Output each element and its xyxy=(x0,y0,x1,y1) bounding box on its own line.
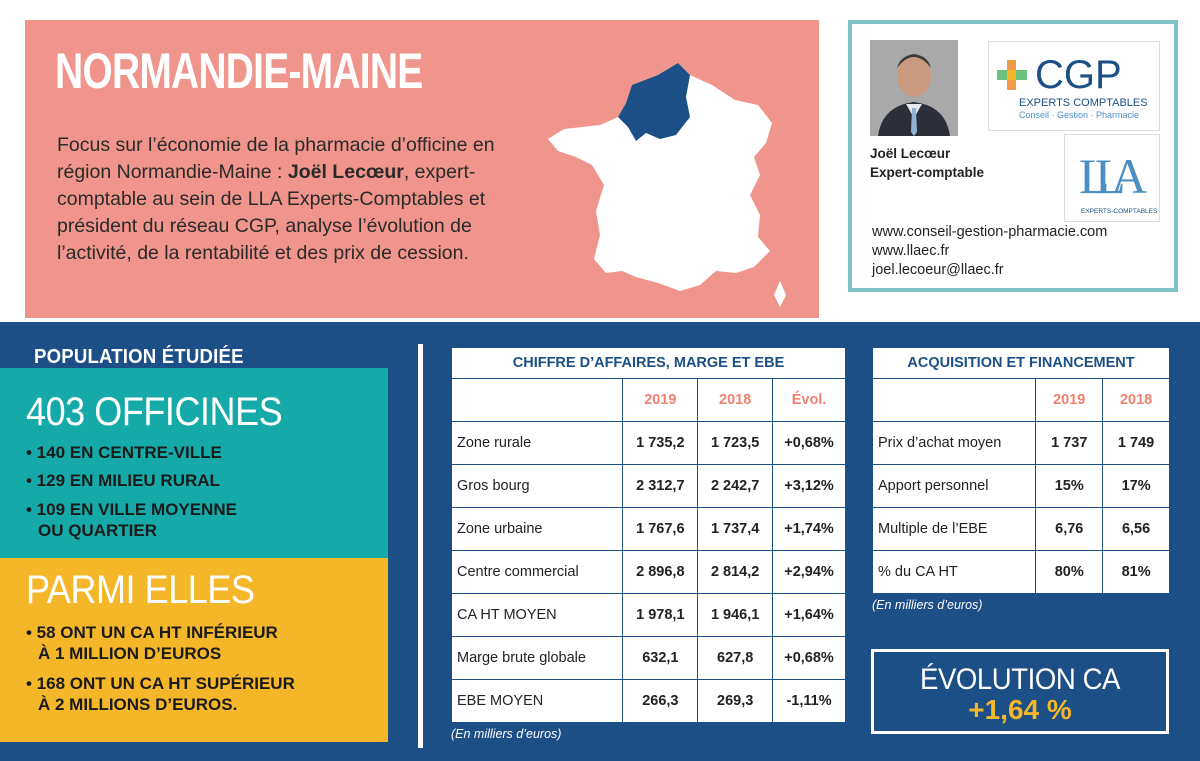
contact-links xyxy=(872,223,1107,280)
table-ca-header: Évol. xyxy=(773,379,846,422)
intro-part2: , expert-comptable au sein de LLA Experts-Comptables et président du réseau CGP, analyse l’évolution de l’activité, de la rentabilité et des prix de cession. xyxy=(57,161,486,264)
among-item: • 58 ONT UN CA HT INFÉRIEUR xyxy=(26,623,278,642)
table-cell: +1,64% xyxy=(773,594,846,637)
intro-name: Joël Lecœur xyxy=(287,161,404,183)
table-cell: Zone urbaine xyxy=(452,508,623,551)
person-photo xyxy=(870,40,958,136)
among-title: PARMI ELLES xyxy=(26,568,255,612)
population-total: 403 OFFICINES xyxy=(26,390,283,434)
intro-part1: Focus sur l’économie de la pharmacie d’officine en région Normandie-Maine : xyxy=(57,134,495,183)
table-ca-header: 2019 xyxy=(623,379,698,422)
person-name: Joël Lecœur xyxy=(870,146,951,161)
among-item: • 168 ONT UN CA HT SUPÉRIEUR xyxy=(26,674,295,693)
population-item: • 140 EN CENTRE-VILLE xyxy=(26,443,222,462)
lla-logo-text: LLA xyxy=(1079,148,1147,204)
table-ca-marge-ebe xyxy=(451,347,846,723)
evolution-value: +1,64 % xyxy=(968,694,1072,725)
table-cell: 1 737 xyxy=(1036,422,1103,465)
link-website-cgp[interactable]: www.conseil-gestion-pharmacie.com xyxy=(872,224,1108,240)
table-row xyxy=(873,422,1170,465)
table-row xyxy=(873,551,1170,594)
link-website-lla[interactable]: www.llaec.fr xyxy=(872,243,950,259)
table-row xyxy=(452,508,846,551)
table-cell: Multiple de l’EBE xyxy=(873,508,1036,551)
among-item: À 1 MILLION D’EUROS xyxy=(38,644,222,663)
cgp-logo xyxy=(988,41,1160,131)
person-info xyxy=(870,144,984,182)
table-cell: 2 312,7 xyxy=(623,465,698,508)
table-cell: 2 242,7 xyxy=(698,465,773,508)
table-cell: 269,3 xyxy=(698,680,773,723)
table-cell: 2 896,8 xyxy=(623,551,698,594)
table-cell: 15% xyxy=(1036,465,1103,508)
table-row xyxy=(452,680,846,723)
table-acq-note: (En milliers d’euros) xyxy=(872,598,983,612)
table-cell: 6,76 xyxy=(1036,508,1103,551)
france-map-icon xyxy=(540,45,790,315)
table-cell: Marge brute globale xyxy=(452,637,623,680)
table-cell: 627,8 xyxy=(698,637,773,680)
table-cell: EBE MOYEN xyxy=(452,680,623,723)
table-row xyxy=(452,551,846,594)
portrait-icon xyxy=(870,40,958,136)
table-ca-note: (En milliers d’euros) xyxy=(451,727,562,741)
table-row xyxy=(452,594,846,637)
table-cell: -1,11% xyxy=(773,680,846,723)
table-cell: 632,1 xyxy=(623,637,698,680)
table-acq-header: 2019 xyxy=(1036,379,1103,422)
table-row xyxy=(873,508,1170,551)
table-row xyxy=(452,637,846,680)
evolution-label: ÉVOLUTION CA xyxy=(920,663,1120,696)
cgp-sub2: Conseil · Gestion · Pharmacie xyxy=(1019,110,1140,120)
table-cell: 1 749 xyxy=(1103,422,1170,465)
person-role: Expert-comptable xyxy=(870,165,985,180)
population-item: OU QUARTIER xyxy=(38,521,157,540)
table-acq-title: ACQUISITION ET FINANCEMENT xyxy=(873,348,1170,379)
lla-logo xyxy=(1064,134,1160,222)
intro-panel xyxy=(25,20,819,318)
table-cell: Apport personnel xyxy=(873,465,1036,508)
table-cell: +0,68% xyxy=(773,422,846,465)
table-row xyxy=(452,465,846,508)
vertical-divider xyxy=(418,344,423,748)
table-ca-header-blank xyxy=(452,379,623,422)
among-panel xyxy=(0,558,388,742)
table-cell: 1 737,4 xyxy=(698,508,773,551)
table-acq-header-blank xyxy=(873,379,1036,422)
table-cell: 1 978,1 xyxy=(623,594,698,637)
table-cell: +0,68% xyxy=(773,637,846,680)
header-section xyxy=(0,0,1200,322)
table-cell: +3,12% xyxy=(773,465,846,508)
population-item: • 109 EN VILLE MOYENNE xyxy=(26,500,237,519)
table-cell: 1 735,2 xyxy=(623,422,698,465)
among-item: À 2 MILLIONS D’EUROS. xyxy=(38,695,238,714)
table-cell: +1,74% xyxy=(773,508,846,551)
table-acq-header: 2018 xyxy=(1103,379,1170,422)
table-cell: 81% xyxy=(1103,551,1170,594)
table-cell: Zone rurale xyxy=(452,422,623,465)
table-cell: Centre commercial xyxy=(452,551,623,594)
table-ca-header: 2018 xyxy=(698,379,773,422)
table-cell: 1 723,5 xyxy=(698,422,773,465)
population-item: • 129 EN MILIEU RURAL xyxy=(26,471,220,490)
region-title: NORMANDIE-MAINE xyxy=(55,43,423,99)
table-cell: +2,94% xyxy=(773,551,846,594)
table-cell: 6,56 xyxy=(1103,508,1170,551)
table-acquisition-financement xyxy=(872,347,1170,594)
table-cell: 1 946,1 xyxy=(698,594,773,637)
table-cell: CA HT MOYEN xyxy=(452,594,623,637)
table-cell: 1 767,6 xyxy=(623,508,698,551)
table-row xyxy=(452,422,846,465)
population-title: POPULATION ÉTUDIÉE xyxy=(34,346,244,368)
table-cell: Gros bourg xyxy=(452,465,623,508)
table-cell: 2 814,2 xyxy=(698,551,773,594)
table-cell: Prix d’achat moyen xyxy=(873,422,1036,465)
table-cell: 17% xyxy=(1103,465,1170,508)
cgp-sub1: EXPERTS COMPTABLES xyxy=(1019,97,1148,109)
population-panel xyxy=(0,368,388,558)
table-cell: 80% xyxy=(1036,551,1103,594)
intro-text xyxy=(57,132,537,267)
table-cell: % du CA HT xyxy=(873,551,1036,594)
lla-sub: EXPERTS-COMPTABLES xyxy=(1081,208,1158,215)
evolution-box xyxy=(871,649,1169,734)
table-row xyxy=(873,465,1170,508)
link-email[interactable]: joel.lecoeur@llaec.fr xyxy=(872,262,1004,278)
table-ca-title: CHIFFRE D’AFFAIRES, MARGE ET EBE xyxy=(452,348,846,379)
table-cell: 266,3 xyxy=(623,680,698,723)
data-section xyxy=(0,322,1200,761)
contact-card xyxy=(848,20,1178,292)
cgp-logo-text: CGP xyxy=(1035,53,1122,97)
